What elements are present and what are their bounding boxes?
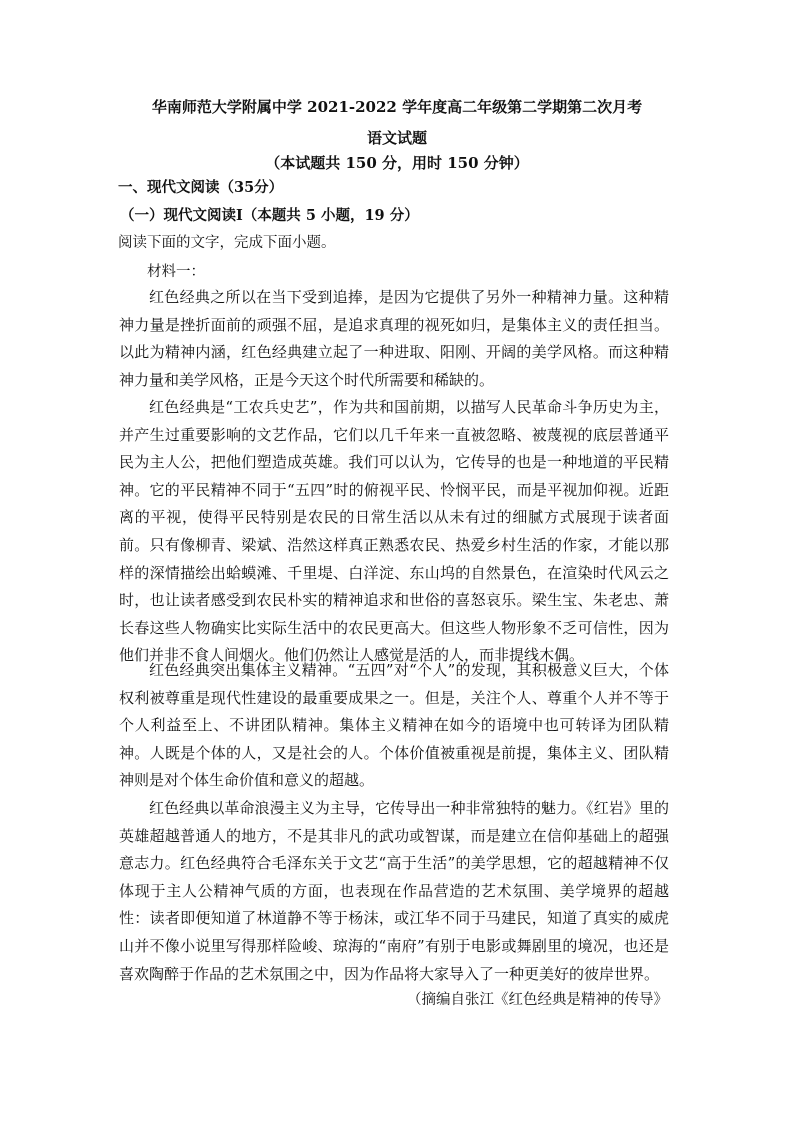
reading-instruction: 阅读下面的文字，完成下面小题。 [118,235,336,251]
source-citation: （摘编自张江《红色经典是精神的传导》 [407,992,668,1008]
material-label: 材料一： [147,264,205,280]
paragraph-2: 红色经典是“工农兵史艺”，作为共和国前期，以描写人民革命斗争历史为主，并产生过重要影响的文艺作品，它们以几千年来一直被忽略、被蔑视的底层普通平民为主人公，把他们塑造成英雄。我们可以认为，它传导的也是一种地道的平民精神。它的平民精神不同于“五四”时的俯视平民、怜悯平民，而是平视加仰视。近距离的平视，使得平民特别是农民的日常生活以从未有过的细腻方式展现于读者面前。只有像柳青、梁斌、浩然这样真正熟悉农民、热爱乡村生活的作家，才能以那样的深情描绘出蛤蟆滩、千里堤、白洋淀、东山坞的自然景色，在渲染时代风云之时，也让读者感受到农民朴实的精神追求和世俗的喜怒哀乐。梁生宝、朱老忠、萧长春这些人物确实比实际生活中的农民更高大。但这些人物形象不乏可信性，因为他们并非不食人间烟火。他们仍然让人感觉是活的人，而非提线木偶。 [119,398,669,665]
subsection-heading: （一）现代文阅读Ⅰ（本题共 5 小题，19 分） [120,207,419,224]
paragraph-3: 红色经典突出集体主义精神。“五四”对“个人”的发现，其积极意义巨大，个体权利被尊重是现代性建设的最重要成果之一。但是，关注个人、尊重个人并不等于个人利益至上、不讲团队精神。集体主义精神在如今的语境中也可转译为团队精神。人既是个体的人，又是社会的人。个体价值被重视是前提，集体主义、团队精神则是对个体生命价值和意义的超越。 [119,661,669,790]
paragraph-4: 红色经典以革命浪漫主义为主导，它传导出一种非常独特的魅力。《红岩》里的英雄超越普通人的地方，不是其非凡的武功或智谋，而是建立在信仰基础上的超强意志力。红色经典符合毛泽东关于文艺“高于生活”的美学思想，它的超越精神不仅体现于主人公精神气质的方面，也表现在作品营造的艺术氛围、美学境界的超越性：读者即便知道了林道静不等于杨沫，或江华不同于马建民，知道了真实的威虎山并不像小说里写得那样险峻、琼海的“南府”有别于电影或舞剧里的境况，也还是喜欢陶醉于作品的艺术氛围之中，因为作品将大家导入了一种更美好的彼岸世界。 [119,799,669,983]
exam-note: （本试题共 150 分，用时 150 分钟） [265,154,529,172]
paragraph-1: 红色经典之所以在当下受到追捧，是因为它提供了另外一种精神力量。这种精神力量是挫折面前的顽强不屈，是追求真理的视死如归，是集体主义的责任担当。以此为精神内涵，红色经典建立起了一种进取、阳刚、开阔的美学风格。而这种精神力量和美学风格，正是今天这个时代所需要和稀缺的。 [119,288,669,389]
exam-subject: 语文试题 [366,129,427,147]
exam-title: 华南师范大学附属中学 2021-2022 学年度高二年级第二学期第二次月考 [151,98,643,116]
section-heading: 一、现代文阅读（35分） [118,179,284,196]
